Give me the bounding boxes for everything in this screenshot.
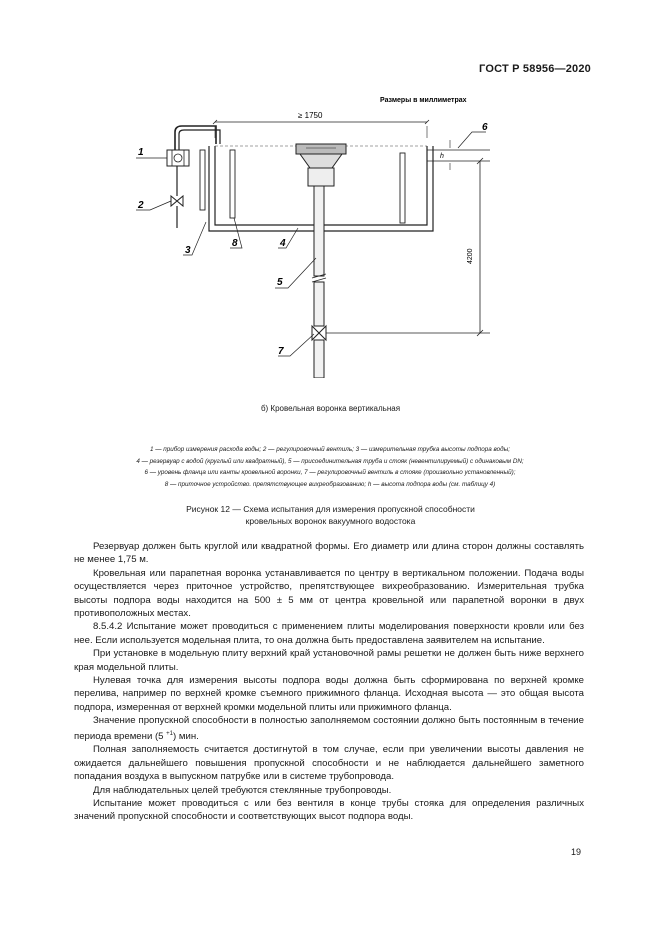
label-7: 7 (278, 346, 284, 357)
body-text (74, 540, 584, 824)
height-dimension: 4200 (467, 248, 474, 264)
paragraph: При установке в модельную плиту верхний край установочной рамы решетки не должен быть ниже верхнего края модельной плиты. (74, 648, 584, 673)
paragraph: Резервуар должен быть круглой или квадратной формы. Его диаметр или длина сторон должны составлять не менее 1,75 м. (74, 541, 584, 566)
control-valve (171, 166, 183, 228)
stand-pipe (312, 186, 326, 378)
label-2: 2 (138, 200, 144, 211)
label-1: 1 (138, 147, 144, 158)
legend-line: 6 — уровень фланца или канты кровельной воронки, 7 — регулировочный вентиль в стояке (произвольно установленный); (144, 469, 516, 476)
paragraph: Полная заполняемость считается достигнутой в том случае, если при увеличении высоты давления не ожидается дальнейшего повышения пропускной способности и не наблюдается дальнейшего заметного попадания воздуха в выпускном патрубке или в системе трубопровода. (74, 744, 584, 783)
paragraph: 8.5.4.2 Испытание может проводиться с применением плиты моделирования поверхности кровли или без нее. Если используется модельная плита, то она должна быть предоставлена заявителем на испытание. (74, 621, 584, 646)
paragraph: Для наблюдательных целей требуются стеклянные трубопроводы. (93, 784, 392, 796)
legend-line: 8 — приточное устройство. препятствующее вихреобразованию; h — высота подпора воды (см. таблицу 4) (164, 480, 496, 488)
h-dimension: h (440, 153, 444, 160)
caption-line: кровельных воронок вакуумного водостока (245, 516, 416, 526)
width-dimension: ≥ 1750 (298, 111, 323, 120)
figure-legend (40, 444, 620, 490)
p6-start: Значение пропускной способности в полностью заполняемом состоянии должно быть постоянным в течение периода времени (5 (74, 715, 584, 742)
page-number: 19 (570, 847, 581, 857)
label-4: 4 (280, 238, 286, 249)
test-scheme-diagram (120, 88, 540, 378)
figure-subcaption: б) Кровельная воронка вертикальная (260, 404, 401, 413)
paragraph (74, 714, 584, 743)
label-5: 5 (277, 277, 283, 288)
figure-caption (0, 503, 661, 527)
document-header: ГОСТ Р 58956—2020 (479, 63, 591, 75)
caption-line: Рисунок 12 — Схема испытания для измерения пропускной способности (186, 504, 475, 514)
label-3: 3 (185, 245, 191, 256)
legend-line: 4 — резервуар с водой (круглый или квадратный), 5 — присоединительная труба и стояк (невентилируемый) с одинаковым DN; (136, 457, 524, 465)
paragraph: Испытание может проводиться с или без вентиля в конце трубы стояка для определения различных значений пропускной способности и соответствующих высот подпора воды. (74, 797, 584, 823)
roof-funnel (296, 144, 346, 186)
paragraph: Нулевая точка для измерения высоты подпора воды должна быть сформирована по верхней кромке перелива, например по верхней кромке съемного прижимного фланца. Исходная высота — это общая высота подпора, измеренная от верхней кромки модельной плиты или прижимного фланца. (74, 675, 584, 713)
p6-superscript: +1 (166, 730, 174, 737)
label-6: 6 (482, 122, 488, 133)
flow-meter (167, 150, 189, 166)
paragraph: Кровельная или парапетная воронка устанавливается по центру в вертикальном положении. Подача воды осуществляется через приточное устройство, препятствующее вихреобразованию. Измерительная трубка высоты подпора воды находится на 500 ± 5 мм от центра кровельной или парапетной воронки в двух противоположных местах. (74, 567, 584, 620)
p6-end: ) мин. (173, 730, 199, 742)
legend-line: 1 — прибор измерения расхода воды; 2 — регулировочный вентиль; 3 — измерительная трубка высоты подпора воды; (149, 446, 511, 453)
units-note: Размеры в миллиметрах (380, 97, 467, 104)
label-8: 8 (232, 238, 238, 249)
